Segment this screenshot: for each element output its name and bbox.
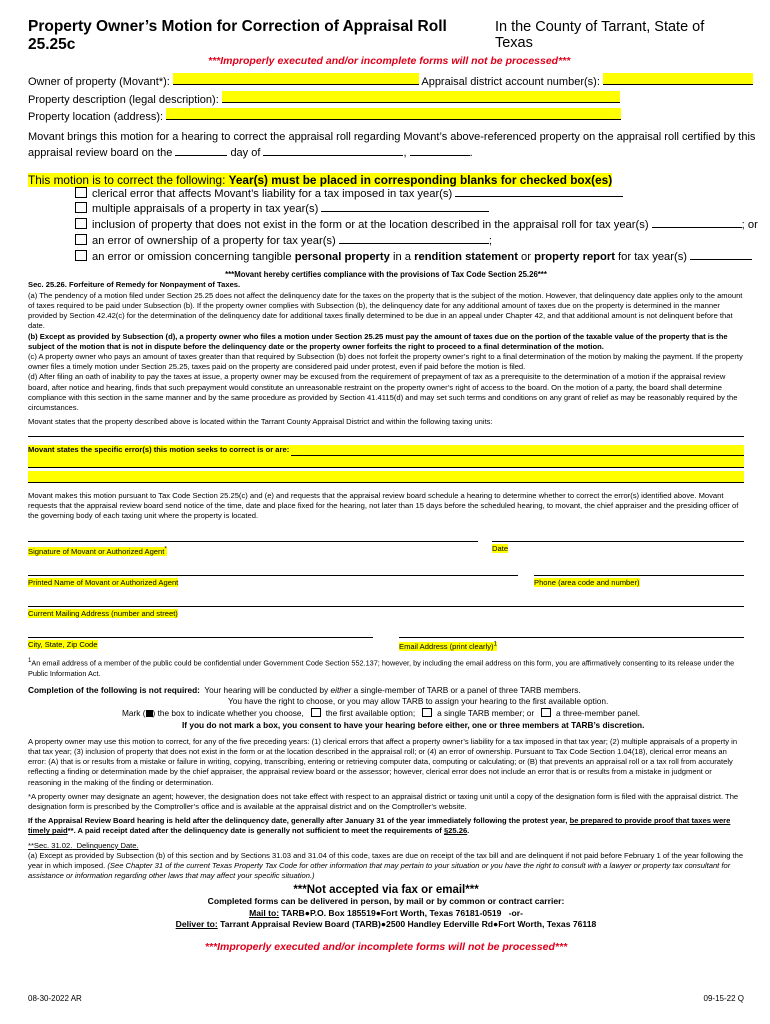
intro-certified-text: appraisal review board on the <box>28 147 173 159</box>
correction-lead: This motion is to correct the following: Year(s) must be placed in corresponding blanks for checked box(es) <box>28 172 613 187</box>
ownership-suffix: ; <box>488 234 492 247</box>
certified-year-field[interactable] <box>410 155 470 156</box>
form-page <box>28 18 758 953</box>
delinquency-text-a: If the Appraisal Review Board hearing is held after the delinquency date, generally after January 31 of the year immediately following the protest year, <box>28 816 568 826</box>
mailing-row <box>28 594 744 619</box>
not-accepted-line: ***Not accepted via fax or email*** <box>293 884 479 897</box>
form-title: Property Owner’s Motion for Correction of Appraisal Roll 25.25c <box>28 18 447 53</box>
mark-text-b: ) the box to indicate whether you choose, <box>152 708 304 719</box>
printed-name-label: Printed Name of Movant or Authorized Agent <box>28 577 179 587</box>
completion-line1-b: a single-member of TARB or a panel of three TARB members. <box>353 684 581 695</box>
sec-2526-title: Sec. 25.26. Forfeiture of Remedy for Nonpayment of Taxes. <box>28 280 241 290</box>
agent-note: *A property owner may designate an agent; however, the designation does not take effect with respect to an appraisal district or taxing unit until a copy of the designation form is filed with the appraisal district. The designation form is prescribed by the Comptroller’s office and is available at the appraisal district and on the Comptroller’s website. <box>28 791 739 812</box>
mail-line <box>28 908 744 920</box>
completion-lead: Completion of the following is not required: <box>28 684 200 695</box>
signature-sup: * <box>164 545 167 553</box>
intro-comma: , <box>403 147 407 159</box>
signature-field[interactable] <box>28 529 478 542</box>
sec-2526-d: (d) After filing an oath of inability to pay the taxes at issue, a property owner may be excused from the requirement of prepayment of tax as a prerequisite to the determination of a motion if the appraisal review board, after notice and hearing, finds that such prepayment would constitute an unreasonable restraint on the property owner’s right of access to the board. On the motion of a party, the board shall determine compliance with this section in the same manner and by the same procedure as provided by Section 41.4115(d) and may set such terms and conditions on any grant of relief as may be reasonably required by the circumstances. <box>28 372 738 412</box>
mail-address: TARB●P.O. Box 185519●Fort Worth, Texas 76181-0519 <box>281 907 502 918</box>
errors-row <box>28 445 744 455</box>
email-sup: 1 <box>493 640 498 648</box>
printed-row <box>28 563 744 588</box>
footer-left-code: 08-30-2022 AR <box>28 994 82 1003</box>
inclusion-suffix: ; or <box>741 219 758 232</box>
ownership-year-field[interactable] <box>339 243 489 244</box>
page-footer <box>28 994 744 1003</box>
sec-3102-label: **Sec. 31.02. Delinquency Date. <box>28 840 139 850</box>
footer-right-code: 09-15-22 Q <box>703 994 744 1003</box>
pp-bold-personal-property: personal property <box>294 250 390 263</box>
owner-row <box>28 73 744 91</box>
description-row <box>28 91 744 109</box>
certified-day-field[interactable] <box>175 155 227 156</box>
personal-property-checkbox[interactable] <box>75 250 87 261</box>
pp-bold-report: property report <box>534 250 615 263</box>
single-member-checkbox[interactable] <box>422 708 432 717</box>
phone-field[interactable] <box>534 563 744 576</box>
three-member-checkbox[interactable] <box>541 708 551 717</box>
footer-warning: ***Improperly executed and/or incomplete forms will not be processed*** <box>204 940 568 953</box>
multiple-appraisals-label: multiple appraisals of a property in tax year(s) <box>92 203 319 216</box>
completion-either: either <box>330 684 352 695</box>
sec-3102-text-a: (a) Except as provided by Subsection (b) of this section and by Sections 31.03 and 31.04 of this code, taxes are due on receipt of the tax bill and are delinquent if not paid before February 1 of the year following the year in which imposed. <box>28 850 744 871</box>
sec-3102-text-italic: (See Chapter 31 of the current Texas Property Tax Code for other information that may pertain to your situation or you have the right to consult with a lawyer or property tax consultant for assistance or information regarding other laws that may affect your specific situation.) <box>28 861 731 881</box>
description-label: Property description (legal description): <box>28 93 219 106</box>
email-footnote-text: An email address of a member of the public could be confidential under Government Code Section 552.137; however, by including the email address on this form, you are affirmatively consenting to its release under the Public Information Act. <box>28 658 735 678</box>
certify-line: ***Movant hereby certifies compliance with the provisions of Tax Code Section 25.26*** <box>225 270 547 280</box>
sec-2526-b: (b) Except as provided by Subsection (d), a property owner who files a motion under Section 25.25 must pay the amount of taxes due on the portion of the taxable value of the property that is the subject of the motion that is not in dispute before the delinquency date or the property owner forfeits the right to proceed to a final determination of the motion. <box>28 331 728 351</box>
owner-label: Owner of property (Movant*): <box>28 76 170 88</box>
signature-row <box>28 529 744 557</box>
motion-intro-line2 <box>28 145 744 162</box>
mail-or: -or- <box>508 907 523 918</box>
description-field[interactable] <box>222 91 620 103</box>
three-member-label: a three-member panel. <box>556 708 640 719</box>
delinquency-proof: be prepared to provide proof that taxes were timely paid <box>28 816 731 836</box>
delinquency-period: . <box>467 826 470 836</box>
printed-name-field[interactable] <box>28 563 518 576</box>
correction-item-inclusion <box>28 218 758 234</box>
grounds-text: A property owner may use this motion to correct, for any of the five preceding years: (1) clerical errors that affect a property owner’s liability for a tax imposed in that tax year; (2) multiple appraisals of a property in that tax year; (3) inclusion of property that does not exist in the form or at the location described in the appraisal roll; or (4) an error of ownership. Pursuant to Tax Code Section 1.04(18), clerical error means an error: (A) that is or results from a mistake or failure in writing, copying, transcribing, entering or retrieving computer data, computing or calculating; or (B) that prevents an appraisal roll or a tax roll from accurately reflecting a finding or determination made by the chief appraiser, the appraisal review board or the assessor; however, clerical error does not include an error that is or results from a mistake in judgment or reasoning in the making of the finding or determination. <box>28 736 738 787</box>
ownership-label: an error of ownership of a property for tax year(s) <box>92 234 336 247</box>
errors-label: Movant states the specific error(s) this motion seeks to correct is or are: <box>28 445 290 455</box>
sec-3102-text <box>28 851 744 882</box>
pp-text-b: in a <box>392 250 412 263</box>
county-label: In the County of Tarrant, State of Texas <box>494 19 705 51</box>
pp-bold-rendition: rendition statement <box>414 250 518 263</box>
city-row <box>28 625 744 653</box>
signature-label: Signature of Movant or Authorized Agent* <box>28 545 167 556</box>
owner-field[interactable] <box>173 73 419 85</box>
city-label: City, State, Zip Code <box>28 639 98 649</box>
location-label: Property location (address): <box>28 111 164 123</box>
delivery-block <box>28 896 744 931</box>
location-row <box>28 108 744 126</box>
correction-item-multiple <box>28 202 744 218</box>
completion-line1-a: Your hearing will be conducted by <box>204 684 329 695</box>
delinquency-section-ref: §25.26 <box>443 826 468 836</box>
pp-text-d: for tax year(s) <box>618 250 688 263</box>
multiple-year-field[interactable] <box>321 211 489 212</box>
certified-month-field[interactable] <box>263 155 403 156</box>
form-header <box>28 18 744 54</box>
date-field[interactable] <box>492 529 744 542</box>
first-available-label: the first available option; <box>325 708 416 719</box>
correction-heading <box>28 173 744 187</box>
correction-item-clerical <box>28 187 744 203</box>
errors-field-2[interactable] <box>28 456 744 468</box>
errors-field-3[interactable] <box>28 471 744 483</box>
delinquency-text-b: **. A paid receipt dated after the delinquency date is generally not sufficient to meet the requirements of <box>67 826 442 836</box>
account-label: Appraisal district account number(s): <box>421 76 600 88</box>
completion-mark-line <box>28 708 744 720</box>
completion-line2: You have the right to choose, or you may allow TARB to assign your hearing to the first available option. <box>228 696 609 707</box>
correction-item-ownership <box>28 234 744 250</box>
multiple-appraisals-checkbox[interactable] <box>75 202 87 213</box>
located-text: Movant states that the property described above is located within the Tarrant County Appraisal District and within the following taxing units: <box>28 417 493 427</box>
section-3102 <box>28 841 744 882</box>
filled-box-icon <box>146 710 153 717</box>
clerical-year-field[interactable] <box>455 196 623 197</box>
account-field[interactable] <box>603 73 753 85</box>
mark-text-a: Mark ( <box>122 708 146 719</box>
completion-bold-line: If you do not mark a box, you consent to have your hearing before either, one or three members at TARB’s discretion. <box>182 720 645 731</box>
sec-2526-c: (c) A property owner who pays an amount of taxes greater than that required by Subsection (b) does not forfeit the property owner’s right to a final determination of the motion by making the payment. If the property owner files a timely motion under Section 25.25, taxes paid on the property are considered paid under protest, even if paid before the motion is filed. <box>28 351 743 372</box>
delivery-line1: Completed forms can be delivered in person, by mail or by common or contract carrier: <box>207 896 565 907</box>
sec-3102-title: Delinquency Date. <box>76 840 139 850</box>
mailing-address-label: Current Mailing Address (number and street) <box>28 608 178 618</box>
inclusion-label: inclusion of property that does not exist in the form or at the location described in the appraisal roll for tax year(s) <box>92 219 649 232</box>
pursuant-text: Movant makes this motion pursuant to Tax Code Section 25.25(c) and (e) and requests that the appraisal review board schedule a hearing to determine whether to correct the error(s) identified above. Movant requests that the appraisal review board send notice of the time, date and place fixed for the hearing, not later than 15 days before the scheduled hearing, to movant, the chief appraiser and the presiding officer of the governing body of each taxing unit where the property is located. <box>28 490 739 520</box>
intro-day-of-text: day of <box>230 147 261 159</box>
mailing-address-field[interactable] <box>28 594 744 607</box>
pp-text-a: an error or omission concerning tangible <box>92 250 292 263</box>
header-warning: ***Improperly executed and/or incomplete forms will not be processed*** <box>208 55 571 67</box>
correction-item-personal-property <box>28 250 744 266</box>
deliver-label: Deliver to: <box>175 919 218 930</box>
personal-property-year-field[interactable] <box>690 259 752 260</box>
single-member-label: a single TARB member; or <box>437 708 535 719</box>
inclusion-year-field[interactable] <box>652 227 742 228</box>
ownership-checkbox[interactable] <box>75 234 87 245</box>
email-footnote <box>28 656 744 678</box>
motion-intro-line1: Movant brings this motion for a hearing to correct the appraisal roll regarding Movant’s above-referenced property on the appraisal roll certified by this <box>28 130 756 143</box>
section-2526 <box>28 280 744 413</box>
email-footnote-sup: 1 <box>28 657 32 665</box>
taxing-units-line[interactable] <box>28 427 744 437</box>
phone-label: Phone (area code and number) <box>534 577 640 587</box>
completion-block <box>28 685 744 732</box>
city-field[interactable] <box>28 625 373 638</box>
first-available-checkbox[interactable] <box>311 708 321 717</box>
intro-period: . <box>469 147 473 159</box>
deliver-line <box>28 919 744 931</box>
mail-label: Mail to: <box>249 907 280 918</box>
sec-2526-a: (a) The pendency of a motion filed under Section 25.25 does not affect the delinquency date for the taxes on the property that is the subject of the motion. However, that delinquency date applies only to the amount of taxes required to be paid under Subsection (b). If the property owner complies with Subsection (b), the delinquency date for any additional amount of taxes due on the property is determined in the manner provided by Section 42.42(c) for the determination of the delinquency date for additional taxes finally determined to be due in an appeal under Chapter 42, and that additional amount is not delinquent before that date. <box>28 290 743 331</box>
location-field[interactable] <box>166 108 621 120</box>
errors-field-1[interactable] <box>291 445 744 455</box>
date-label: Date <box>492 544 509 554</box>
delinquency-note <box>28 816 744 836</box>
pp-text-c: or <box>521 250 531 263</box>
inclusion-checkbox[interactable] <box>75 218 87 229</box>
email-field[interactable] <box>399 625 744 638</box>
correction-instruction: Year(s) must be placed in corresponding blanks for checked box(es) <box>228 172 613 187</box>
clerical-error-checkbox[interactable] <box>75 187 87 198</box>
clerical-error-label: clerical error that affects Movant’s liability for a tax imposed in tax year(s) <box>92 187 453 200</box>
deliver-address: Tarrant Appraisal Review Board (TARB)●2500 Handley Ederville Rd●Fort Worth, Texas 76118 <box>220 919 597 930</box>
email-label: Email Address (print clearly)$^1$ <box>399 640 498 652</box>
